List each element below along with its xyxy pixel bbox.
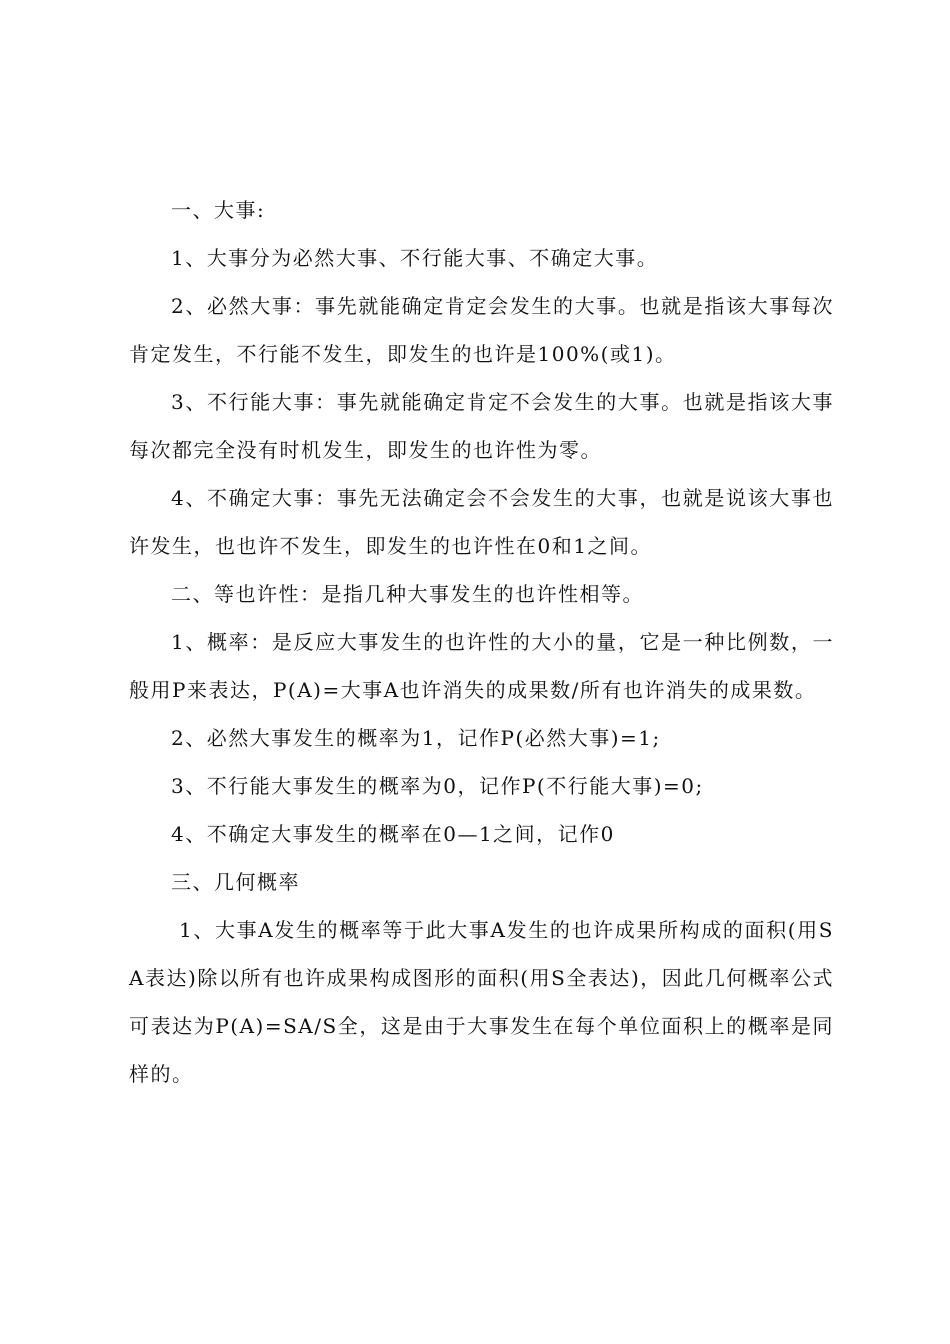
section-heading-geometric-probability: 三、几何概率	[171, 870, 300, 894]
paragraph-impossible-probability: 3、不行能大事发生的概率为0，记作P(不行能大事)=0;	[171, 774, 704, 798]
paragraph-uncertain-probability: 4、不确定大事发生的概率在0—1之间，记作0	[171, 822, 615, 846]
section-heading-equal-likelihood: 二、等也许性：是指几种大事发生的也许性相等。	[171, 582, 644, 606]
paragraph-uncertain-event: 4、不确定大事：事先无法确定会不会发生的大事，也就是说该大事也许发生，也也许不发生，即发生的也许性在0和1之间。	[129, 486, 834, 558]
paragraph-geometric-probability: 1、大事A发生的概率等于此大事A发生的也许成果所构成的面积(用SA表达)除以所有也许成果构成图形的面积(用S全表达)，因此几何概率公式可表达为P(A)=SA/S全，这是由于大事发生在每个单位面积上的概率是同样的。	[129, 918, 834, 1086]
paragraph-event-types: 1、大事分为必然大事、不行能大事、不确定大事。	[171, 246, 659, 270]
section-heading-events: 一、大事:	[171, 198, 266, 222]
paragraph-certain-probability: 2、必然大事发生的概率为1，记作P(必然大事)=1;	[171, 726, 661, 750]
document-body	[129, 186, 834, 1098]
paragraph-impossible-event: 3、不行能大事：事先就能确定肯定不会发生的大事。也就是指该大事每次都完全没有时机发生，即发生的也许性为零。	[129, 390, 834, 462]
paragraph-probability-definition: 1、概率：是反应大事发生的也许性的大小的量，它是一种比例数，一般用P来表达，P(A)=大事A也许消失的成果数/所有也许消失的成果数。	[129, 630, 834, 702]
paragraph-certain-event: 2、必然大事：事先就能确定肯定会发生的大事。也就是指该大事每次肯定发生，不行能不发生，即发生的也许是100%(或1)。	[129, 294, 834, 366]
